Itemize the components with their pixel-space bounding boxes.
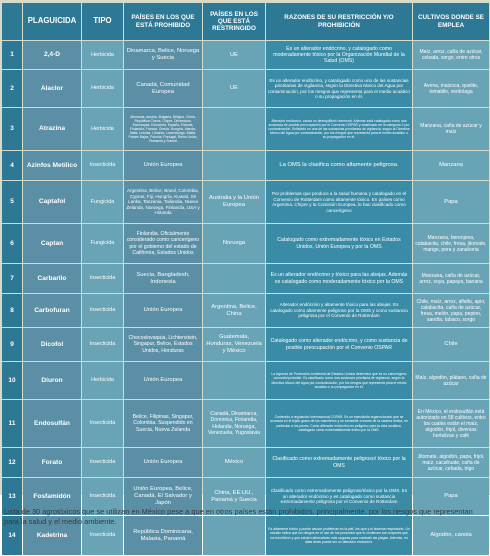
restriction-reason: Catalogado como extremadamente tóxico en Estados Unidos, Unión Europea y por la OMS (266, 224, 412, 263)
restriction-reason: Contenido a regulación internacional COPAR. Es un insecticida organoclorado que se acumula en el tejido graso de los mamíferos y se transmite a través de la cadena trófica, en particular a los peces. Como alterador endócrino es peligroso para la vida acuática, catalogado como extremadamente tóxico por la OMS. (266, 400, 412, 447)
banned-countries: Suecia, Bangladesh, Indonesia (124, 264, 202, 293)
header-banned-countries: PAÍSES EN LOS QUE ESTÁ PROHIBIDO (124, 3, 202, 40)
row-number: 14 (2, 516, 22, 555)
restricted-countries: Canadá, Dinamarca, Dominica, Finlandia, Holanda, Noruega, Venezuela, Yugoslavia (203, 400, 265, 447)
restriction-reason: Es un alterador endócrino, y catalogado como moderadamente tóxico por la Organización Mundial de la Salud (OMS) (266, 41, 412, 69)
table-row (2, 70, 489, 107)
banned-countries: Unión Europea (124, 362, 202, 399)
pesticide-name: Alaclor (23, 70, 81, 107)
restriction-reason: Alterador endócrino, causa un desequilibrio hormonal. Además está catalogado como una sustancia de posible preocupación por el Convenio OSPAR y clasificado en la categoría 2 por contaminación. Enlistado en una de las sustancias prioritarias de vigilancia, según la Directiva Marco del Agua por contaminación, por los riesgos que representa para el medio acuático o su propagación en él. (266, 108, 412, 150)
crops-used: Avena, maizoca, quelite, tomatillo, verdolaga (413, 70, 489, 107)
restricted-countries: Argentina, Belice, China (203, 294, 265, 327)
table-row (2, 224, 489, 263)
restricted-countries: Australia y la Unión Europea (203, 181, 265, 223)
caption: Lista de 30 agrotóxicos que se utilizan en México pese a que en otros países están prohibidos, principalmente, por los riesgos que representan para la salud y el medio ambiente. (4, 507, 473, 526)
banned-countries: Argentina, Belice, Brasil, Colombia, Cyprus, Fiji, Hungría, Kuwait, Sri Lanka, Tanzania, Tailandia, Nueva Zelanda, Noruega, Finlandia, USA y Holanda (124, 181, 202, 223)
restricted-countries (203, 362, 265, 399)
row-number: 7 (2, 264, 22, 293)
crops-used: Papa (413, 478, 489, 515)
row-number: 8 (2, 294, 22, 327)
restriction-reason: Catalogado como alterador endócrino, y como sustancia de posible preocupación por el Convenio OSPAR (266, 328, 412, 361)
row-number: 3 (2, 108, 22, 150)
table-row (2, 264, 489, 293)
pesticide-type: Herbicida (82, 362, 123, 399)
crops-used: Manzana, caña de azúcar y maíz (413, 108, 489, 150)
pesticide-type: Herbicida (82, 108, 123, 150)
header-reasons: RAZONES DE SU RESTRICCIÓN Y/O PROHIBICIÓN (266, 3, 412, 40)
restriction-reason: Es un alterador endócrino, y catalogado como uno de las sustancias prioritarias de vigilancia, según la Directiva Marco del Agua por contaminación, por los riesgos que representa para el medio acuático o su propagación en él. (266, 70, 412, 107)
restriction-reason: La Agencia de Protección Ambiental de Estados Unidos determinó que es un cancerígeno conocido/probable. Es clasificado como una sustancia prioritaria de vigilancia, según la directiva Marco del Agua por contaminación, por los riesgos que representa para el medio acuático o su propagación en él. (266, 362, 412, 399)
pesticide-type: Fungicida (82, 181, 123, 223)
banned-countries: Finlandia. Oficialmente considerado como cancerígeno por el gobierno del estado de California, Estados Unidos (124, 224, 202, 263)
row-number: 1 (2, 41, 22, 69)
restricted-countries: Noruega (203, 224, 265, 263)
pesticide-type: Herbicida (82, 70, 123, 107)
table-row (2, 362, 489, 399)
restriction-reason: Es un alterador endócrino y tóxico para las abejas. Además es catalogado como moderadamente tóxico por la OMS (266, 264, 412, 293)
pesticide-name: Endosulfán (23, 400, 81, 447)
banned-countries: Belice, Filipinas, Singapur, Colombia. Suspendido en Suecia, Nueva Zelanda (124, 400, 202, 447)
crops-used: Manzana, berenjena, calabacita, chile, fresa, jitomate, mango, pera y zanahoria (413, 224, 489, 263)
pesticide-table (1, 2, 490, 556)
pesticide-name: Carbofuran (23, 294, 81, 327)
pesticide-name: Captan (23, 224, 81, 263)
restricted-countries (203, 264, 265, 293)
table-body (2, 41, 489, 555)
table-row (2, 328, 489, 361)
row-number: 5 (2, 181, 22, 223)
restricted-countries: UE (203, 70, 265, 107)
banned-countries: Unión Europea (124, 294, 202, 327)
row-number: 10 (2, 362, 22, 399)
pesticide-name: Azinfos Metílico (23, 151, 81, 180)
pesticide-name: Kadetrina (23, 516, 81, 555)
row-number: 6 (2, 224, 22, 263)
crops-used: Chile (413, 328, 489, 361)
banned-countries: Unión Europea (124, 151, 202, 180)
pesticide-name: Forato (23, 448, 81, 477)
pesticide-type: Insecticida (82, 478, 123, 515)
restriction-reason: Clasificado como extremadamente peligroso/tóxico por la OMS. Es un alterador endócrino y es catalogado como sustancia extremadamente peligrosa por el Convenio de Rotterdam (266, 478, 412, 515)
table-row (2, 294, 489, 327)
restriction-reason: Alterador endócrino y altamente tóxico para las abejas. Es catalogado como altamente peligroso por la OMS y como sustancia peligrosa por el Convenio de Rotterdam (266, 294, 412, 327)
restricted-countries: México (203, 448, 265, 477)
pesticide-name: Diuron (23, 362, 81, 399)
restricted-countries: China, EE.UU., Panamá y Suecia (203, 478, 265, 515)
pesticide-type: Fungicida (82, 224, 123, 263)
row-number: 12 (2, 448, 22, 477)
pesticide-name: Atrazina (23, 108, 81, 150)
pesticide-type: Insecticida (82, 448, 123, 477)
restricted-countries: Guatemala, Honduras, Venezuela y México (203, 328, 265, 361)
banned-countries: Dinamarca, Belice, Noruega y Suecia (124, 41, 202, 69)
header-number (2, 3, 22, 40)
header-crops: CULTIVOS DONDE SE EMPLEA (413, 3, 489, 40)
row-number: 4 (2, 151, 22, 180)
row-number: 13 (2, 478, 22, 515)
crops-used: Chile, maíz, arroz, alfalfa, apio, calabacita, caña de azúcar, fresa, melón, papa, pepino, sandía, tabaco, sorgo (413, 294, 489, 327)
table-row (2, 400, 489, 447)
pesticide-name: Carbarilo (23, 264, 81, 293)
pesticide-type: Insecticida (82, 264, 123, 293)
row-number: 2 (2, 70, 22, 107)
pesticide-name: 2,4-D (23, 41, 81, 69)
pesticide-type: Insecticida (82, 151, 123, 180)
crops-used: Manzana, caña de azúcar, arroz, soya, papaya, banana (413, 264, 489, 293)
header-pesticide: PLAGUICIDA (23, 3, 81, 40)
crops-used: Manzana (413, 151, 489, 180)
row-number: 11 (2, 400, 22, 447)
banned-countries: Unión Europea (124, 448, 202, 477)
banned-countries: República Dominicana, Malasia, Panamá (124, 516, 202, 555)
table-header-row (2, 3, 489, 40)
restriction-reason: Es altamente tóxico y puede causar problemas en la piel, los ojos y el sistema respiratorio. Un estudio indica que los riesgos en el uso de los productos que lo contienen son mayores que los beneficios y que existen alternativas más seguras para combatir las plagas. Además, en altas dosis puede ser un alterador endócrino. (266, 516, 412, 555)
crops-used: En México, el endosulfán está autorizado en 58 cultivos, entre los cuales están el maíz, algodón, frijol, diversas hortalizas y café (413, 400, 489, 447)
pesticide-name: Dicofol (23, 328, 81, 361)
table-row (2, 41, 489, 69)
pesticide-name: Fosfamidón (23, 478, 81, 515)
restricted-countries: UE (203, 41, 265, 69)
pesticide-type: Insecticida (82, 516, 123, 555)
table-row (2, 108, 489, 150)
crops-used: Papa (413, 181, 489, 223)
pesticide-type: Insecticida (82, 294, 123, 327)
table-row (2, 448, 489, 477)
table-row (2, 151, 489, 180)
crops-used: Jitomate, algodón, papa, frijol, maíz, cacahuate, caña de azúcar, cebada, trigo (413, 448, 489, 477)
table-row (2, 181, 489, 223)
banned-countries: Unión Europea, Belice, Canadá, El Salvador y Japón (124, 478, 202, 515)
banned-countries: Alemania, Austria, Bulgaria, Bélgica, China, República Checa, Chipre, Dinamarca, Eslovaquia, Eslovenia, España, Estonia, Finlandia, Francia, Grecia, Hungría, Irlanda, Italia, Letonia, Lituania, Luxemburgo, Malta, Países Bajos, Polonia, Portugal, Reino Unido, Rumania y Suecia (124, 108, 202, 150)
crops-used: Maíz, algodón, plátano, caña de azúcar (413, 362, 489, 399)
banned-countries: Canadá, Comunidad Europea (124, 70, 202, 107)
row-number: 9 (2, 328, 22, 361)
restriction-reason: Clasificado como extremadamente peligroso/ tóxico por la OMS (266, 448, 412, 477)
restriction-reason: La OMS la clasifica como altamente peligrosa. (266, 151, 412, 180)
restricted-countries (203, 108, 265, 150)
pesticide-type: Herbicida (82, 41, 123, 69)
header-restricted-countries: PAÍSES EN LOS QUE ESTÁ RESTRINGIDO (203, 3, 265, 40)
header-type: TIPO (82, 3, 123, 40)
pesticide-type: Insecticida (82, 400, 123, 447)
pesticide-type: Insecticida (82, 328, 123, 361)
banned-countries: Checoslovaquia, Lichtenstein, Singapur, Belice, Estados Unidos, Honduras (124, 328, 202, 361)
crops-used: Algodón, canola (413, 516, 489, 555)
crops-used: Maíz, arroz, caña de azúcar, cebada, sorgo, entre otros (413, 41, 489, 69)
restricted-countries (203, 151, 265, 180)
pesticide-name: Captafol (23, 181, 81, 223)
restriction-reason: Por problemas que produce a la salud humana y catalogado en el Convenio de Rotterdam como altamente tóxico. En países como Argentina, Chipre y la Comisión Europea, lo han clasificado como cancerígeno (266, 181, 412, 223)
